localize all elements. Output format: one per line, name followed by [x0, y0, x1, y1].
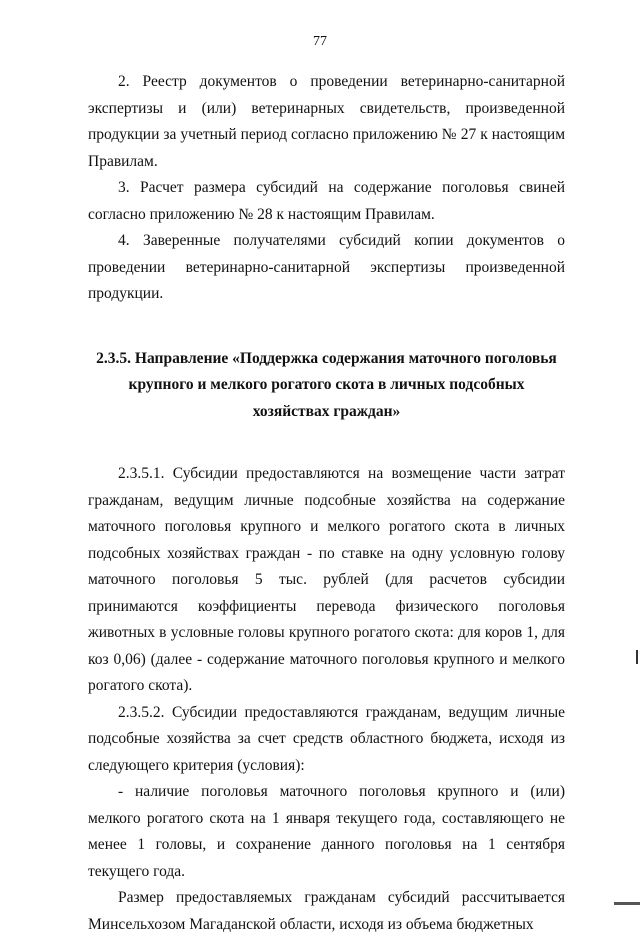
paragraph-2-3-5-2: 2.3.5.2. Субсидии предоставляются гражданам, ведущим личные подсобные хозяйства за счет средств областного бюджета, исходя из следующего критерия (условия): [88, 703, 565, 774]
paragraph-2-3-5-1: 2.3.5.1. Субсидии предоставляются на возмещение части затрат гражданам, ведущим личные подсобные хозяйства на содержание маточного поголовья крупного и мелкого рогатого скота в личных подсобных хозяйствах граждан - по ставке на одну условную голову маточного поголовья 5 тыс. рублей (для расчетов субсидии принимаются коэффициенты перевода физического поголовья животных в условные головы крупного рогатого скота: для коров 1, для коз 0,06) (далее - содержание маточного поголовья крупного и мелкого рогатого скота). [88, 465, 565, 694]
page-number: 77 [313, 34, 327, 49]
paragraph-item-2: 2. Реестр документов о проведении ветеринарно-санитарной экспертизы и (или) ветеринарных свидетельств, произведенной продукции за учетный период согласно приложению № 27 к настоящим Правилам. [88, 73, 565, 170]
section-body [88, 461, 565, 938]
scan-edge-mark [636, 650, 638, 664]
paragraph-criterion: - наличие поголовья маточного поголовья крупного и (или) мелкого рогатого скота на 1 января текущего года, составляющего не менее 1 головы, и сохранение данного поголовья на 1 сентября текущего года. [88, 783, 565, 880]
document-body [88, 69, 565, 938]
paragraph-item-3: 3. Расчет размера субсидий на содержание поголовья свиней согласно приложению № 28 к настоящим Правилам. [88, 179, 565, 223]
section-heading [88, 346, 565, 426]
section-heading-line-1: 2.3.5. Направление «Поддержка содержания маточного поголовья [96, 349, 557, 367]
paragraph-subsidy-size: Размер предоставляемых гражданам субсидий рассчитывается Минсельхозом Магаданской области, исходя из объема бюджетных [88, 889, 565, 933]
paragraph-item-4: 4. Заверенные получателями субсидий копии документов о проведении ветеринарно-санитарной экспертизы произведенной продукции. [88, 232, 565, 302]
section-heading-line-2: крупного и мелкого рогатого скота в личных подсобных [128, 376, 525, 393]
section-heading-line-3: хозяйствах граждан» [252, 402, 401, 420]
